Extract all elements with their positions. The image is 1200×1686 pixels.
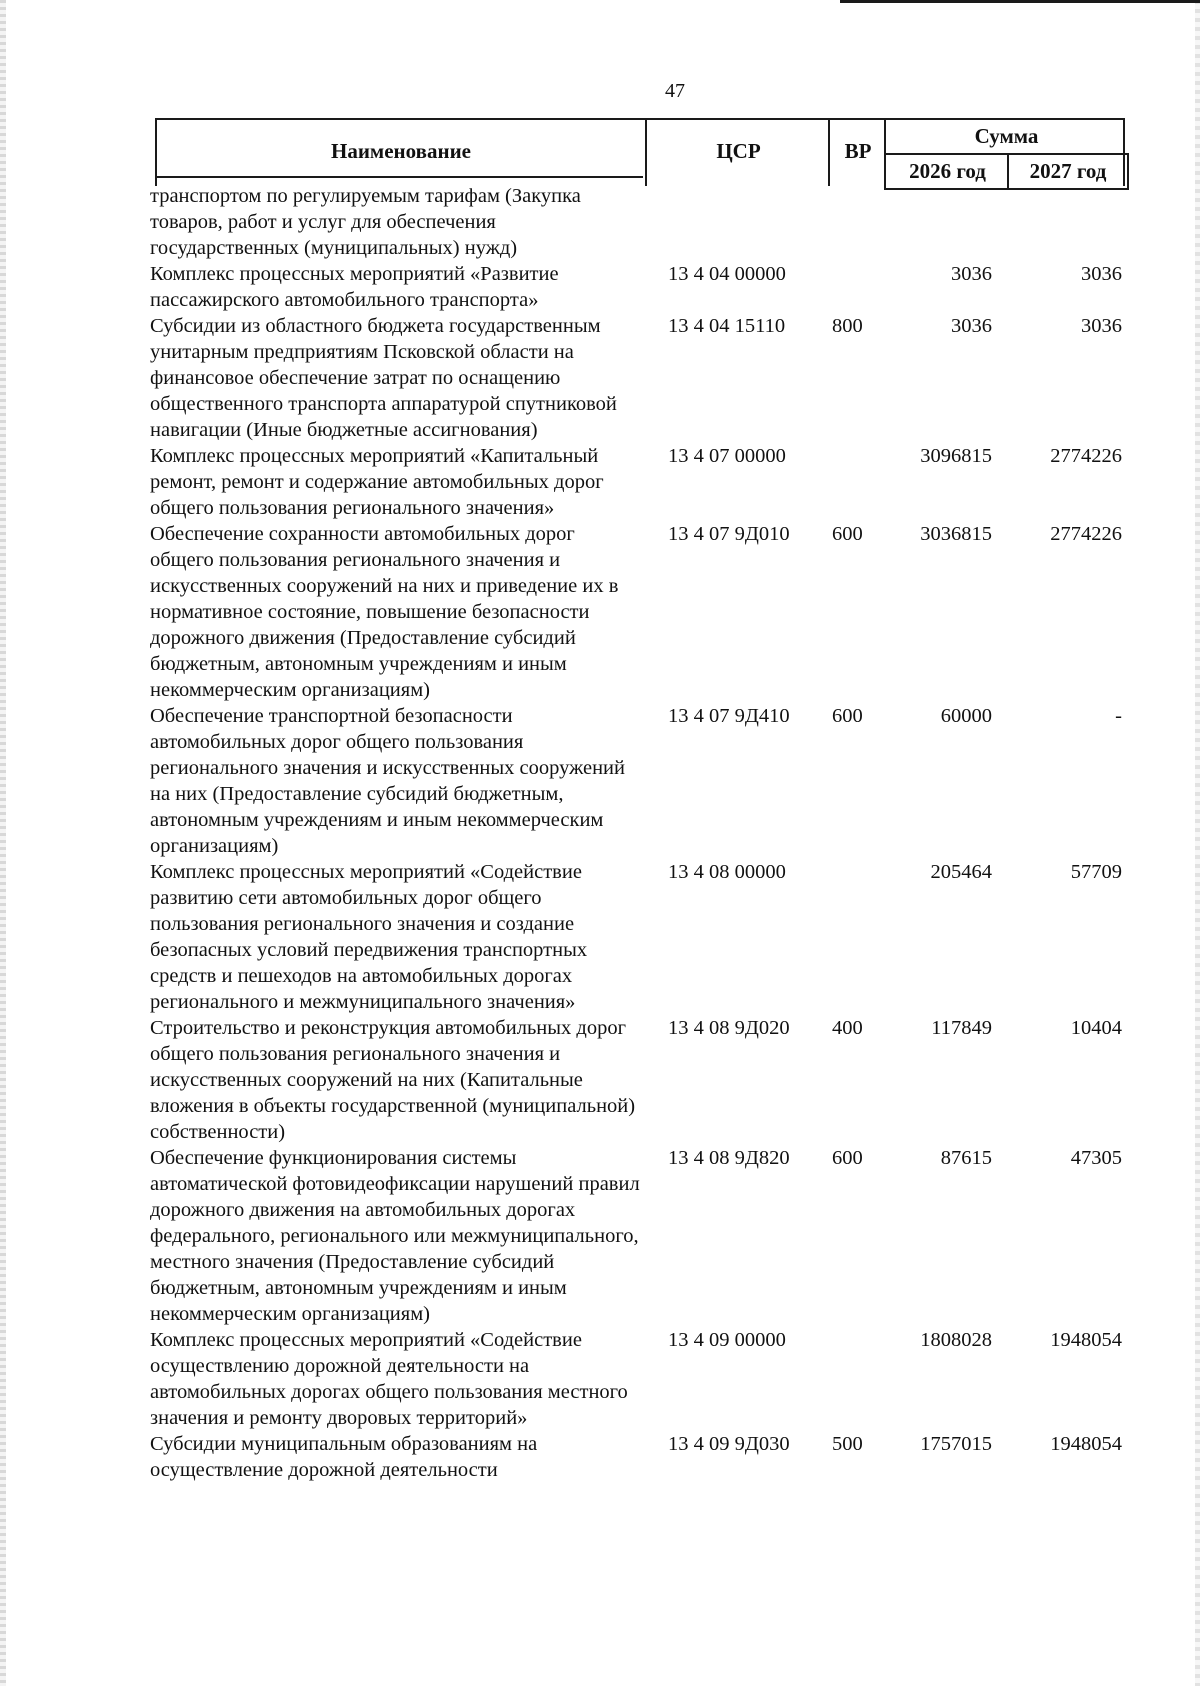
table-row xyxy=(0,1015,1200,1145)
page-number: 47 xyxy=(665,80,685,102)
row-name: Комплекс процессных мероприятий «Содействие развитию сети автомобильных дорог общего пользования регионального значения и создание безопасных условий передвижения транспортных средств и пешеходов на автомобильных дорогах регионального и межмуниципального значения» xyxy=(150,861,588,1013)
row-sum-2027: 3036 xyxy=(1081,263,1122,285)
row-vr: 800 xyxy=(832,315,863,337)
header-year-2026: 2026 год xyxy=(884,153,1009,190)
row-sum-2026: 1757015 xyxy=(920,1433,992,1455)
header-year-2027: 2027 год xyxy=(1007,153,1129,190)
row-csr: 13 4 07 00000 xyxy=(668,445,786,467)
row-sum-2026: 1808028 xyxy=(920,1329,992,1351)
row-vr: 600 xyxy=(832,1147,863,1169)
row-sum-2026: 3036 xyxy=(951,315,992,337)
table-row xyxy=(0,313,1200,443)
table-row xyxy=(0,521,1200,703)
row-sum-2026: 60000 xyxy=(940,705,992,727)
header-bottom-rule xyxy=(155,176,643,178)
row-sum-2027: 10404 xyxy=(1070,1017,1122,1039)
row-name: Обеспечение сохранности автомобильных дорог общего пользования регионального значения и искусственных сооружений на них и приведение их в нормативное состояние, повышение безопасности дорожного движения (Предоставление субсидий бюджетным, автономным учреждениям и иным некоммерческим организациям) xyxy=(150,523,619,701)
row-name: Субсидии из областного бюджета государственным унитарным предприятиям Псковской области на финансовое обеспечение затрат по оснащению общественного транспорта аппаратурой спутниковой навигации (Иные бюджетные ассигнования) xyxy=(150,315,617,441)
row-vr: 400 xyxy=(832,1017,863,1039)
table-row xyxy=(0,1431,1200,1483)
row-sum-2027: 3036 xyxy=(1081,315,1122,337)
row-sum-2026: 205464 xyxy=(930,861,992,883)
row-csr: 13 4 09 00000 xyxy=(668,1329,786,1351)
table-row xyxy=(0,183,1200,261)
row-sum-2026: 117849 xyxy=(931,1017,992,1039)
row-csr: 13 4 04 00000 xyxy=(668,263,786,285)
row-csr: 13 4 08 9Д820 xyxy=(668,1147,790,1169)
row-vr: 500 xyxy=(832,1433,863,1455)
row-sum-2027: 47305 xyxy=(1070,1147,1122,1169)
header-vr: ВР xyxy=(828,120,886,186)
row-sum-2027: - xyxy=(1115,705,1122,727)
table-row xyxy=(0,261,1200,313)
table-row xyxy=(0,443,1200,521)
row-name: Комплекс процессных мероприятий «Развитие пассажирского автомобильного транспорта» xyxy=(150,263,559,311)
row-csr: 13 4 07 9Д410 xyxy=(668,705,790,727)
row-vr: 600 xyxy=(832,705,863,727)
row-sum-2027: 2774226 xyxy=(1050,445,1122,467)
row-sum-2027: 2774226 xyxy=(1050,523,1122,545)
row-csr: 13 4 09 9Д030 xyxy=(668,1433,790,1455)
row-name: Обеспечение функционирования системы автоматической фотовидеофиксации нарушений правил дорожного движения на автомобильных дорогах федерального, регионального или межмуниципального, местного значения (Предоставление субсидий бюджетным, автономным учреждениям и иным некоммерческим организациям) xyxy=(150,1147,640,1325)
row-sum-2027: 1948054 xyxy=(1050,1433,1122,1455)
header-name: Наименование xyxy=(331,139,471,163)
row-name: Субсидии муниципальным образованиям на осуществление дорожной деятельности xyxy=(150,1433,538,1481)
row-sum-2026: 3036815 xyxy=(920,523,992,545)
row-csr: 13 4 04 15110 xyxy=(668,315,786,337)
row-name: Комплекс процессных мероприятий «Содействие осуществлению дорожной деятельности на автомобильных дорогах общего пользования местного значения и ремонту дворовых территорий» xyxy=(150,1329,628,1429)
row-csr: 13 4 07 9Д010 xyxy=(668,523,790,545)
header-sum: Сумма xyxy=(884,120,1127,153)
table-row xyxy=(0,1327,1200,1431)
row-name: Строительство и реконструкция автомобильных дорог общего пользования регионального значения и искусственных сооружений на них (Капитальные вложения в объекты государственной (муниципальной) собственности) xyxy=(150,1017,636,1143)
row-csr: 13 4 08 9Д020 xyxy=(668,1017,790,1039)
row-sum-2027: 57709 xyxy=(1070,861,1122,883)
table-row xyxy=(0,859,1200,1015)
header-csr: ЦСР xyxy=(645,120,830,186)
table-body xyxy=(0,183,1200,1483)
row-name: Обеспечение транспортной безопасности автомобильных дорог общего пользования регионального значения и искусственных сооружений на них (Предоставление субсидий бюджетным, автономным учреждениям и иным некоммерческим организациям) xyxy=(150,705,626,857)
table-row xyxy=(0,703,1200,859)
row-sum-2026: 3036 xyxy=(951,263,992,285)
row-vr: 600 xyxy=(832,523,863,545)
row-sum-2027: 1948054 xyxy=(1050,1329,1122,1351)
top-rule xyxy=(840,0,1200,3)
row-sum-2026: 87615 xyxy=(940,1147,992,1169)
row-csr: 13 4 08 00000 xyxy=(668,861,786,883)
table-row xyxy=(0,1145,1200,1327)
row-name: транспортом по регулируемым тарифам (Закупка товаров, работ и услуг для обеспечения государственных (муниципальных) нужд) xyxy=(150,185,581,259)
row-sum-2026: 3096815 xyxy=(920,445,992,467)
row-name: Комплекс процессных мероприятий «Капитальный ремонт, ремонт и содержание автомобильных дорог общего пользования регионального значения» xyxy=(150,445,604,519)
